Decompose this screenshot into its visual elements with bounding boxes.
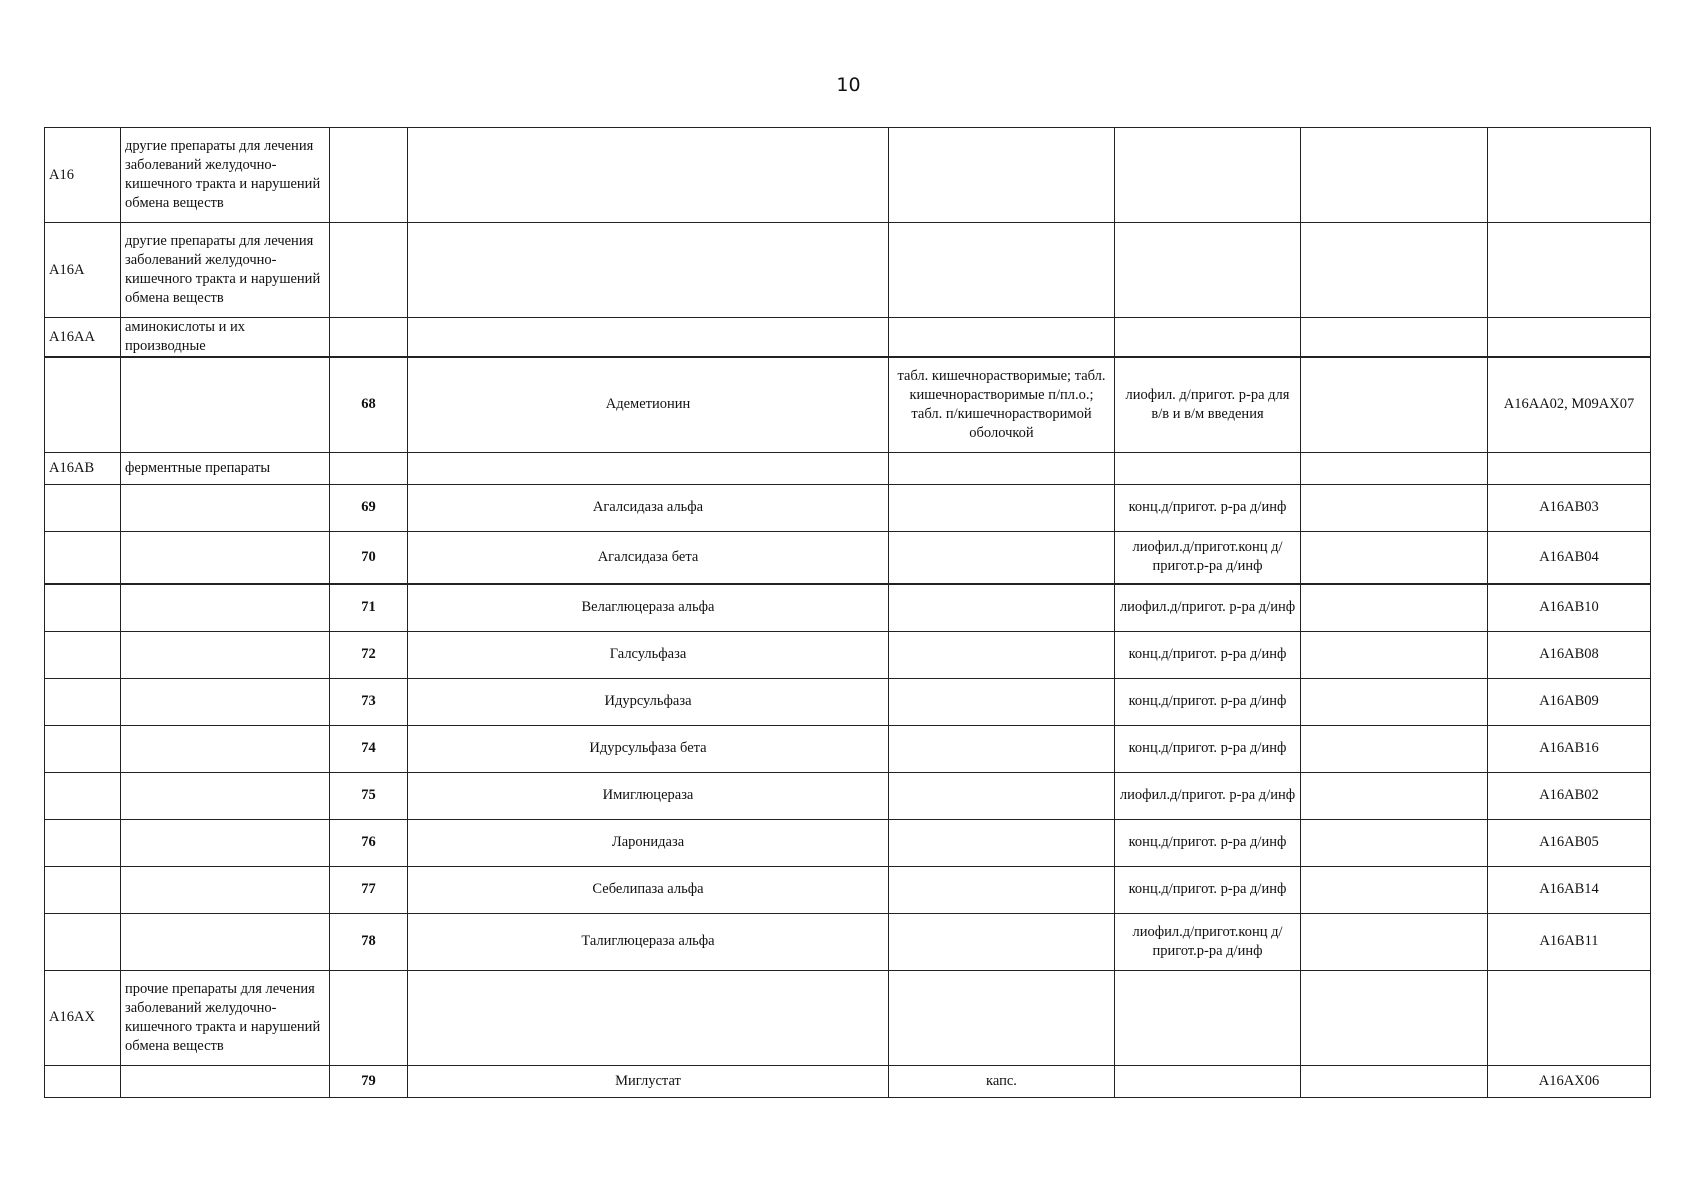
table-row [45,531,1651,584]
injection-form: конц.д/пригот. р-ра д/инф [1115,484,1301,531]
atc-group-code: A16AA [45,318,121,358]
table-row [45,725,1651,772]
item-number [330,318,408,358]
atc-code [1488,128,1651,223]
item-number: 68 [330,357,408,452]
drug-name: Велаглюцераза альфа [408,584,889,631]
injection-form [1115,128,1301,223]
other-form [1301,128,1488,223]
drug-name [408,970,889,1065]
injection-form: конц.д/пригот. р-ра д/инф [1115,678,1301,725]
table-row [45,484,1651,531]
tablet-form [889,866,1115,913]
table-row [45,819,1651,866]
table-row [45,452,1651,484]
atc-code: A16AB02 [1488,772,1651,819]
drug-name: Имиглюцераза [408,772,889,819]
page-number: 10 [836,74,861,96]
atc-group-description [121,631,330,678]
injection-form: лиофил. д/пригот. р-ра для в/в и в/м введения [1115,357,1301,452]
atc-group-description [121,866,330,913]
tablet-form [889,725,1115,772]
atc-code: A16AA02, M09AX07 [1488,357,1651,452]
item-number: 73 [330,678,408,725]
atc-group-description [121,913,330,970]
other-form [1301,584,1488,631]
table-row [45,772,1651,819]
table-row [45,678,1651,725]
tablet-form: табл. кишечнорастворимые; табл. кишечнорастворимые п/пл.о.; табл. п/кишечнорастворимой оболочкой [889,357,1115,452]
atc-group-description [121,678,330,725]
item-number: 69 [330,484,408,531]
tablet-form [889,772,1115,819]
tablet-form [889,631,1115,678]
drug-name [408,318,889,358]
injection-form: конц.д/пригот. р-ра д/инф [1115,725,1301,772]
drug-table [44,127,1651,1098]
atc-group-code: A16 [45,128,121,223]
tablet-form [889,678,1115,725]
atc-group-description [121,531,330,584]
table-row [45,913,1651,970]
atc-code: A16AB08 [1488,631,1651,678]
atc-group-description: другие препараты для лечения заболеваний желудочно-кишечного тракта и нарушений обмена веществ [121,128,330,223]
atc-code [1488,223,1651,318]
other-form [1301,819,1488,866]
other-form [1301,913,1488,970]
tablet-form [889,318,1115,358]
tablet-form [889,819,1115,866]
atc-group-code [45,913,121,970]
tablet-form [889,970,1115,1065]
atc-group-description [121,584,330,631]
drug-name: Идурсульфаза [408,678,889,725]
table-row [45,1065,1651,1097]
injection-form: лиофил.д/пригот. р-ра д/инф [1115,772,1301,819]
injection-form [1115,970,1301,1065]
atc-code: A16AB10 [1488,584,1651,631]
atc-group-description [121,484,330,531]
atc-code: A16AB05 [1488,819,1651,866]
other-form [1301,678,1488,725]
atc-group-code [45,584,121,631]
other-form [1301,725,1488,772]
atc-group-code [45,631,121,678]
item-number: 77 [330,866,408,913]
atc-group-code [45,866,121,913]
item-number [330,223,408,318]
other-form [1301,772,1488,819]
drug-name: Адеметионин [408,357,889,452]
other-form [1301,970,1488,1065]
atc-group-code [45,531,121,584]
item-number: 70 [330,531,408,584]
atc-group-description: аминокислоты и их производные [121,318,330,358]
drug-name: Миглустат [408,1065,889,1097]
atc-group-code [45,1065,121,1097]
item-number: 72 [330,631,408,678]
tablet-form [889,584,1115,631]
atc-group-description [121,357,330,452]
tablet-form [889,531,1115,584]
atc-group-description [121,772,330,819]
item-number: 74 [330,725,408,772]
other-form [1301,318,1488,358]
drug-name: Себелипаза альфа [408,866,889,913]
injection-form: конц.д/пригот. р-ра д/инф [1115,631,1301,678]
drug-name: Идурсульфаза бета [408,725,889,772]
other-form [1301,484,1488,531]
tablet-form [889,452,1115,484]
other-form [1301,223,1488,318]
injection-form: конц.д/пригот. р-ра д/инф [1115,819,1301,866]
atc-group-code [45,819,121,866]
atc-group-description [121,819,330,866]
atc-group-description: другие препараты для лечения заболеваний желудочно-кишечного тракта и нарушений обмена веществ [121,223,330,318]
injection-form [1115,1065,1301,1097]
table-row [45,970,1651,1065]
drug-name: Агалсидаза бета [408,531,889,584]
atc-code: A16AX06 [1488,1065,1651,1097]
atc-code: A16AB09 [1488,678,1651,725]
atc-code [1488,318,1651,358]
tablet-form [889,128,1115,223]
atc-code: A16AB11 [1488,913,1651,970]
atc-group-description: прочие препараты для лечения заболеваний желудочно-кишечного тракта и нарушений обмена веществ [121,970,330,1065]
atc-group-code: A16AB [45,452,121,484]
drug-name [408,223,889,318]
drug-name: Агалсидаза альфа [408,484,889,531]
item-number [330,970,408,1065]
atc-code: A16AB16 [1488,725,1651,772]
other-form [1301,357,1488,452]
tablet-form [889,913,1115,970]
drug-name [408,128,889,223]
tablet-form [889,223,1115,318]
item-number: 79 [330,1065,408,1097]
other-form [1301,531,1488,584]
table-row [45,318,1651,358]
atc-group-description: ферментные препараты [121,452,330,484]
table-row [45,128,1651,223]
injection-form [1115,318,1301,358]
drug-name [408,452,889,484]
atc-group-code [45,725,121,772]
other-form [1301,1065,1488,1097]
table-row [45,866,1651,913]
atc-group-description [121,725,330,772]
atc-group-code [45,678,121,725]
other-form [1301,866,1488,913]
injection-form: лиофил.д/пригот.конц д/пригот.р-ра д/инф [1115,913,1301,970]
injection-form [1115,452,1301,484]
atc-code [1488,452,1651,484]
item-number: 71 [330,584,408,631]
injection-form [1115,223,1301,318]
item-number: 76 [330,819,408,866]
item-number: 75 [330,772,408,819]
atc-group-description [121,1065,330,1097]
atc-code [1488,970,1651,1065]
tablet-form: капс. [889,1065,1115,1097]
drug-name: Талиглюцераза альфа [408,913,889,970]
atc-group-code: A16AX [45,970,121,1065]
atc-group-code [45,357,121,452]
item-number [330,128,408,223]
tablet-form [889,484,1115,531]
atc-code: A16AB14 [1488,866,1651,913]
atc-code: A16AB04 [1488,531,1651,584]
atc-group-code: A16A [45,223,121,318]
other-form [1301,631,1488,678]
item-number: 78 [330,913,408,970]
atc-code: A16AB03 [1488,484,1651,531]
table-row [45,584,1651,631]
injection-form: лиофил.д/пригот. р-ра д/инф [1115,584,1301,631]
drug-name: Галсульфаза [408,631,889,678]
table-body [45,128,1651,1098]
table-row [45,357,1651,452]
drug-name: Ларонидаза [408,819,889,866]
atc-group-code [45,484,121,531]
table-row [45,631,1651,678]
injection-form: конц.д/пригот. р-ра д/инф [1115,866,1301,913]
injection-form: лиофил.д/пригот.конц д/пригот.р-ра д/инф [1115,531,1301,584]
atc-group-code [45,772,121,819]
item-number [330,452,408,484]
other-form [1301,452,1488,484]
table-row [45,223,1651,318]
